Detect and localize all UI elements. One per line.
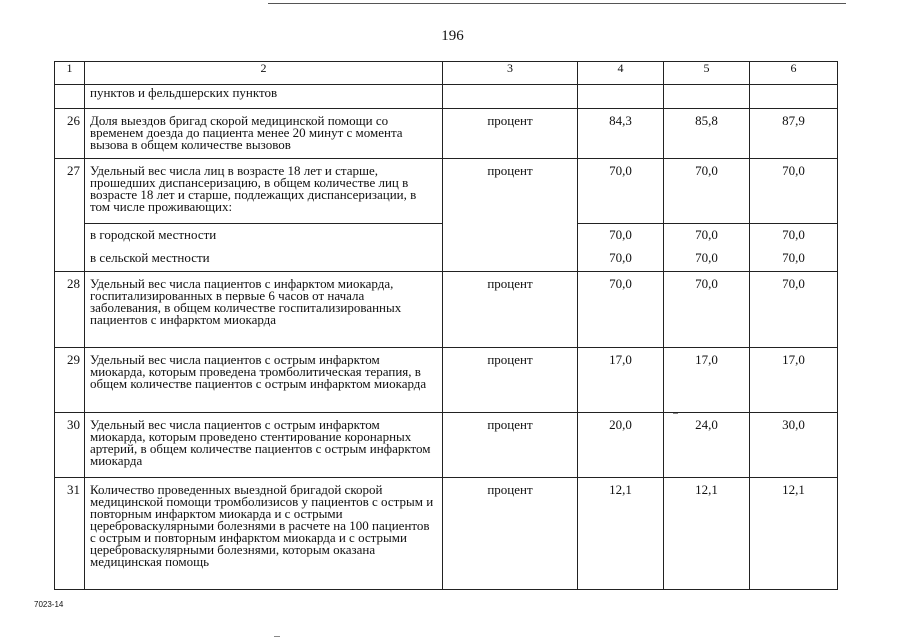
header-cell: 6 — [750, 62, 838, 85]
indicators-table — [54, 61, 838, 590]
scan-artifact — [673, 413, 678, 414]
row-unit: процент — [443, 413, 578, 478]
header-cell: 4 — [578, 62, 664, 85]
row-unit: процент — [443, 159, 578, 272]
row-number: 29 — [55, 348, 85, 413]
table-row — [55, 413, 838, 478]
row-value-6: 87,9 — [750, 109, 838, 159]
row-value-5: 85,8 — [664, 109, 750, 159]
sub-row-text: в сельской местности — [85, 248, 443, 272]
footer-code: 7023-14 — [34, 600, 64, 609]
row-value-4: 17,0 — [578, 348, 664, 413]
top-rule — [268, 3, 846, 4]
row-text: Удельный вес числа пациентов с острым инфарктом миокарда, которым проведено стентирование коронарных артерий, в общем количестве пациентов с острым инфарктом миокарда — [85, 413, 443, 478]
sub-row-value-6: 70,0 — [750, 224, 838, 248]
row-value-4: 20,0 — [578, 413, 664, 478]
table-row — [55, 272, 838, 348]
row-value-6: 70,0 — [750, 272, 838, 348]
row-number: 28 — [55, 272, 85, 348]
table-row — [55, 109, 838, 159]
table-row — [55, 348, 838, 413]
row-value-4: 12,1 — [578, 478, 664, 590]
row-value-5: 70,0 — [664, 159, 750, 224]
row-value-6: 12,1 — [750, 478, 838, 590]
header-cell: 3 — [443, 62, 578, 85]
row-value-5: 12,1 — [664, 478, 750, 590]
row-value-4: 70,0 — [578, 272, 664, 348]
sub-row-text: в городской местности — [85, 224, 443, 248]
row-value-4: 84,3 — [578, 109, 664, 159]
row-text: Удельный вес числа пациентов с инфарктом миокарда, госпитализированных в первые 6 часов от начала заболевания, в общем количестве госпитализированных пациентов с инфарктом миокарда — [85, 272, 443, 348]
sub-row-value-4: 70,0 — [578, 224, 664, 248]
sub-row-value-4: 70,0 — [578, 248, 664, 272]
header-cell: 5 — [664, 62, 750, 85]
header-cell: 2 — [85, 62, 443, 85]
row-value-5: 70,0 — [664, 272, 750, 348]
row-text: Удельный вес числа лиц в возрасте 18 лет и старше, прошедших диспансеризацию, в общем количестве лиц в возрасте 18 лет и старше, подлежащих диспансеризации, в том числе проживающих: — [85, 159, 443, 224]
row-number: 30 — [55, 413, 85, 478]
row-value-6: 17,0 — [750, 348, 838, 413]
row-value-6: 70,0 — [750, 159, 838, 224]
row-text: Доля выездов бригад скорой медицинской помощи со временем доезда до пациента менее 20 минут с момента вызова в общем количестве вызовов — [85, 109, 443, 159]
page-number: 196 — [441, 28, 464, 44]
row-unit: процент — [443, 478, 578, 590]
row-value-4: 70,0 — [578, 159, 664, 224]
row-number: 27 — [55, 159, 85, 272]
row-unit: процент — [443, 272, 578, 348]
row-text: Удельный вес числа пациентов с острым инфарктом миокарда, которым проведена тромболитическая терапия, в общем количестве пациентов с острым инфарктом миокарда — [85, 348, 443, 413]
row-number: 26 — [55, 109, 85, 159]
row-unit: процент — [443, 109, 578, 159]
row-value-6: 30,0 — [750, 413, 838, 478]
row-number: 31 — [55, 478, 85, 590]
table-row — [55, 478, 838, 590]
table-row — [55, 159, 838, 224]
header-row — [55, 62, 838, 85]
row-text: Количество проведенных выездной бригадой скорой медицинской помощи тромболизисов у пациентов с острым и повторным инфарктом миокарда и с острыми цереброваскулярными болезнями в расчете на 100 пациентов с острым и повторным инфарктом миокарда и с острыми цереброваскулярными болезнями, которым оказана медицинская помощь — [85, 478, 443, 590]
continuation-text: пунктов и фельдшерских пунктов — [85, 85, 443, 109]
sub-row-value-6: 70,0 — [750, 248, 838, 272]
row-unit: процент — [443, 348, 578, 413]
row-value-5: 24,0 — [664, 413, 750, 478]
header-cell: 1 — [55, 62, 85, 85]
scan-artifact — [274, 636, 280, 637]
continuation-row — [55, 85, 838, 109]
row-value-5: 17,0 — [664, 348, 750, 413]
sub-row-value-5: 70,0 — [664, 248, 750, 272]
sub-row-value-5: 70,0 — [664, 224, 750, 248]
